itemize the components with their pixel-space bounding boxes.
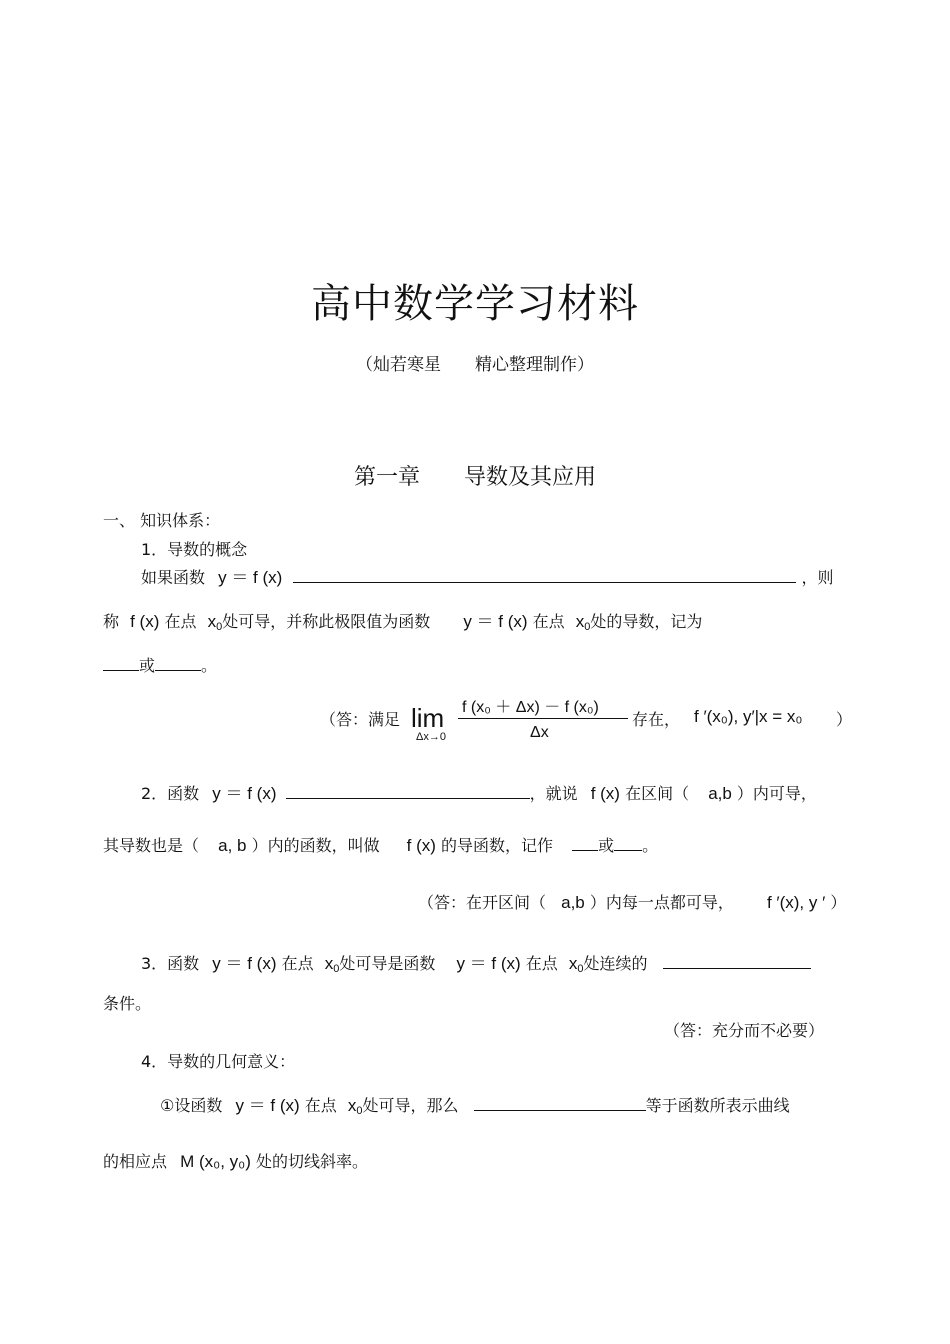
limit-symbol: lim bbox=[411, 703, 445, 733]
item1-line1-math: y ＝ f (x) bbox=[218, 568, 283, 587]
item2-answer-end: ） bbox=[830, 893, 847, 912]
item1-line2-a: 称 bbox=[103, 612, 120, 631]
item1-answer-mid: 存在， bbox=[632, 710, 681, 729]
item1-line3-end: 。 bbox=[201, 656, 218, 675]
item2-line1-pre: 2．函数 bbox=[141, 784, 200, 803]
item3-line1-c: 在点 bbox=[525, 954, 558, 973]
item4-line1-b: 处可导，那么 bbox=[362, 1096, 459, 1115]
item3-line2: 条件。 bbox=[103, 994, 152, 1013]
item1-answer-math: f ′(x₀), y′|x = x₀ bbox=[694, 707, 803, 726]
item2-answer-mid: ）内每一点都可导， bbox=[589, 893, 734, 912]
item2-blank-notation1 bbox=[572, 834, 598, 851]
item3-line1-pre: 3．函数 bbox=[141, 954, 200, 973]
item1-line2-math1: f (x) bbox=[130, 612, 160, 631]
item2-line2-end: 。 bbox=[642, 836, 659, 855]
chapter-heading: 第一章 导数及其应用 bbox=[353, 465, 596, 490]
item4-line2-math: M (x₀, y₀) bbox=[180, 1152, 251, 1171]
item2-line1-post: 在区间（ bbox=[625, 784, 690, 803]
item1-line2-x0: $x_0$ bbox=[207, 612, 223, 633]
fraction-bar bbox=[458, 718, 628, 719]
item2-line2-pre: 其导数也是（ bbox=[103, 836, 200, 855]
item1-line1-pre: 如果函数 bbox=[141, 568, 206, 587]
item2-line1-ab: a,b bbox=[708, 784, 732, 803]
item1-blank-definition bbox=[293, 566, 796, 583]
item3-line1-b: 处可导是函数 bbox=[339, 954, 436, 973]
item2-line2-or: 或 bbox=[598, 836, 615, 855]
item1-line3 bbox=[103, 653, 217, 676]
item2-line1-math: y ＝ f (x) bbox=[212, 784, 277, 803]
item1-blank-notation1 bbox=[103, 654, 139, 671]
item4-line1-a: 在点 bbox=[304, 1096, 337, 1115]
item3-line1-a: 在点 bbox=[281, 954, 314, 973]
item3-line1-math: y ＝ f (x) bbox=[212, 954, 277, 973]
item2-answer-pre: （答：在开区间（ bbox=[418, 893, 547, 912]
fraction-denominator: Δx bbox=[530, 724, 549, 741]
item1-line2 bbox=[103, 607, 702, 633]
document-subtitle: （灿若寒星 精心整理制作） bbox=[356, 355, 594, 375]
item3-line1-x0b: $x_0$ bbox=[568, 954, 584, 975]
item3-line1-x0: $x_0$ bbox=[324, 954, 340, 975]
item1-line2-x0b: $x_0$ bbox=[575, 612, 591, 633]
item3-answer: （答：充分而不必要） bbox=[664, 1021, 825, 1040]
item2-line2-mid: ）内的函数，叫做 bbox=[251, 836, 380, 855]
item1-heading: 1．导数的概念 bbox=[141, 540, 248, 559]
item4-heading: 4．导数的几何意义： bbox=[141, 1052, 296, 1071]
item1-line2-math2: y ＝ f (x) bbox=[463, 612, 528, 631]
item1-blank-notation2 bbox=[155, 654, 201, 671]
item2-line1 bbox=[141, 779, 817, 804]
section-heading: 一、 知识体系： bbox=[103, 511, 221, 530]
item2-line2-ab: a, b bbox=[218, 836, 247, 855]
item4-line1-math: y ＝ f (x) bbox=[235, 1096, 300, 1115]
item1-line2-b: 在点 bbox=[164, 612, 197, 631]
item2-blank-notation2 bbox=[614, 834, 642, 851]
item1-line2-c: 处可导，并称此极限值为函数 bbox=[222, 612, 431, 631]
item4-line1-post: 等于函数所表示曲线 bbox=[645, 1096, 790, 1115]
item1-line2-d: 在点 bbox=[532, 612, 565, 631]
item2-line1-mid: ，就说 bbox=[529, 784, 578, 803]
item2-line2 bbox=[103, 833, 658, 856]
item3-line1-d: 处连续的 bbox=[583, 954, 648, 973]
item4-blank-slope bbox=[474, 1094, 646, 1111]
document-title: 高中数学学习材料 bbox=[311, 281, 639, 327]
item4-line1-pre: ①设函数 bbox=[160, 1096, 223, 1115]
item1-answer-end: ） bbox=[836, 710, 853, 729]
item2-line1-end: ）内可导， bbox=[736, 784, 817, 803]
item2-answer-ab: a,b bbox=[561, 893, 585, 912]
item3-blank-condition bbox=[663, 952, 811, 969]
item4-line1 bbox=[160, 1091, 790, 1117]
item1-answer-pre: （答：满足 bbox=[320, 710, 401, 729]
limit-subscript: Δx→0 bbox=[416, 731, 446, 743]
item2-line2-post: 的导函数，记作 bbox=[441, 836, 554, 855]
item2-answer-math: f ′(x), y ′ bbox=[766, 893, 826, 912]
item2-line1-math2: f (x) bbox=[590, 784, 620, 803]
item2-answer bbox=[418, 890, 846, 913]
item4-line2 bbox=[103, 1149, 368, 1172]
item1-line3-or: 或 bbox=[139, 656, 156, 675]
item3-line1 bbox=[141, 949, 811, 975]
item4-line2-post: 处的切线斜率。 bbox=[255, 1152, 368, 1171]
item4-line2-pre: 的相应点 bbox=[103, 1152, 168, 1171]
fraction-numerator: f (x₀ ＋ Δx) － f (x₀) bbox=[462, 699, 599, 716]
item1-line1 bbox=[141, 563, 834, 588]
item2-blank-condition bbox=[286, 782, 530, 799]
item1-line1-post: ，则 bbox=[801, 568, 834, 587]
item3-line1-math2: y ＝ f (x) bbox=[456, 954, 521, 973]
item2-line2-math: f (x) bbox=[406, 836, 436, 855]
item1-line2-e: 处的导数，记为 bbox=[590, 612, 703, 631]
item4-line1-x0: $x_0$ bbox=[347, 1096, 363, 1117]
